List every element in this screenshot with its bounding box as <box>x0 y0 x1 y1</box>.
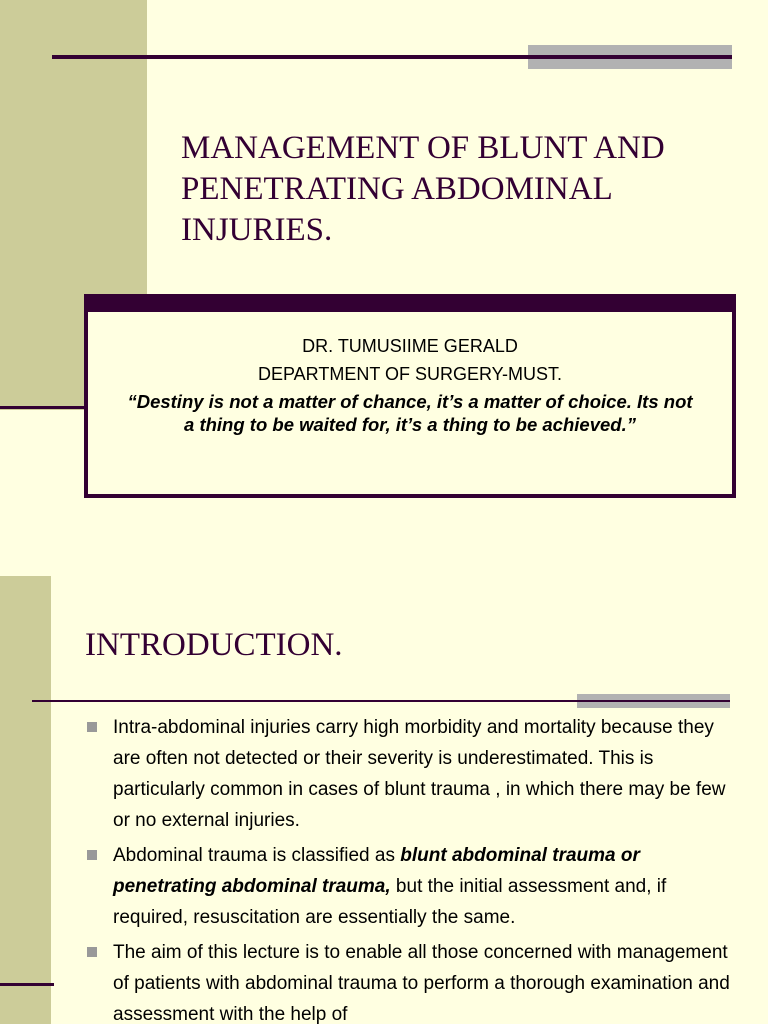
left-accent-rule <box>0 983 54 986</box>
department-name: DEPARTMENT OF SURGERY-MUST. <box>257 364 563 384</box>
square-bullet-icon <box>87 947 97 957</box>
bullet-list <box>86 712 736 1024</box>
list-item <box>86 840 736 933</box>
list-item <box>86 937 736 1024</box>
bullet-text: Abdominal trauma is classified as <box>113 845 401 866</box>
bullet-emphasis: blunt abdominal trauma or penetrating abdominal trauma, <box>113 845 640 897</box>
section-heading: INTRODUCTION. <box>85 627 343 663</box>
title-line: PENETRATING ABDOMINAL <box>181 171 613 207</box>
heading-rule <box>32 700 730 702</box>
author-name: DR. TUMUSIIME GERALD <box>302 336 518 356</box>
introduction-slide <box>0 538 768 1024</box>
title-line: MANAGEMENT OF BLUNT AND <box>181 130 665 166</box>
list-item <box>86 712 736 836</box>
top-rule <box>52 55 732 59</box>
author-box-content <box>88 312 732 494</box>
square-bullet-icon <box>87 722 97 732</box>
author-box <box>84 294 736 498</box>
bullet-text: but the initial assessment and, if required, resuscitation are essentially the same. <box>113 876 667 928</box>
square-bullet-icon <box>87 850 97 860</box>
slide-title <box>181 128 741 251</box>
title-line: INJURIES. <box>181 212 333 248</box>
left-sidebar-panel <box>0 576 51 1024</box>
bullet-text: The aim of this lecture is to enable all those concerned with management of patients with abdominal trauma to perform a thorough examination and assessment with the help of <box>113 942 730 1024</box>
quote-text: “Destiny is not a matter of chance, it’s a matter of choice. Its not a thing to be waited for, it’s a thing to be achieved.” <box>127 391 693 435</box>
bullet-text: Intra-abdominal injuries carry high morbidity and mortality because they are often not detected or their severity is underestimated. This is particularly common in cases of blunt trauma , in which there may be few or no external injuries. <box>113 717 726 831</box>
left-accent-rule <box>0 406 86 409</box>
